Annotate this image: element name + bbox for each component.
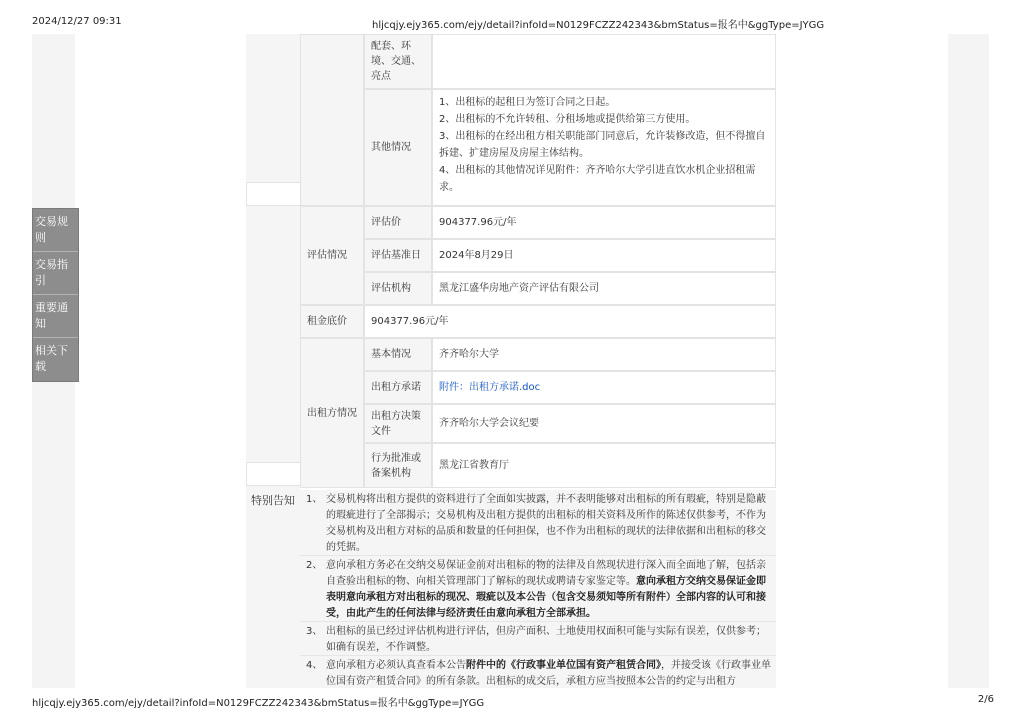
notice-text-part: 出租标的虽已经过评估机构进行评估，但房产面积、土地使用权面积可能与实际有误差，仅供参考；如确有误差，不作调整。 [326, 626, 766, 653]
lessor-basic-label: 基本情况 [364, 338, 432, 371]
reserve-price-label: 租金底价 [300, 305, 364, 338]
other-line: 2、出租标的不允许转租、分租场地或提供给第三方使用。 [439, 114, 696, 125]
facilities-value [432, 34, 776, 89]
appraisal-date-value: 2024年8月29日 [432, 239, 776, 272]
sidenav-trade-guide[interactable] [33, 252, 78, 295]
sidenav-trade-rules[interactable] [33, 209, 78, 252]
upper-group-cell [300, 34, 364, 206]
lessor-decision-label: 出租方决策文件 [364, 404, 432, 443]
notice-item [300, 556, 776, 622]
other-line: 4、出租标的其他情况详见附件：齐齐哈尔大学引进直饮水机企业招租需求。 [439, 165, 756, 193]
notice-text-part: 交易机构将出租方提供的资料进行了全面如实披露，并不表明能够对出租标的所有瑕疵，特别是隐蔽的瑕疵进行了全部揭示；交易机构及出租方提供的出租标的相关资料及所作的陈述仅供参考，不作为交易机构及出租方对标的品质和数量的任何担保，也不作为出租标的现状的法律依据和出租标的移交的凭据。 [326, 494, 766, 553]
notice-text-part: ，并接受该《行政事业单位国有资产租赁合同》的所有条款。出租标的成交后，承租方应当按照本公告的约定与出租方 [326, 660, 771, 687]
appraisal-agency-value: 黑龙江盛华房地产资产评估有限公司 [432, 272, 776, 305]
blank-cell [246, 462, 302, 486]
right-scroll-gutter [948, 34, 989, 688]
sidenav-label: 交易指引 [35, 258, 68, 287]
other-label: 其他情况 [364, 89, 432, 206]
print-url-header: hljcqjy.ejy365.com/ejy/detail?infoId=N0129FCZZ242343&bmStatus=报名中&ggType=JYGG [372, 20, 825, 31]
notice-item-text [326, 558, 772, 619]
notice-item-text [326, 658, 772, 688]
notice-text-bold: 附件中的《行政事业单位国有资产租赁合同》 [466, 660, 661, 671]
appraised-price-value: 904377.96元/年 [432, 206, 776, 239]
notice-item-number: 1、 [306, 494, 323, 505]
special-notice [246, 488, 776, 688]
notice-item-number: 3、 [306, 626, 323, 637]
sidenav-label: 交易规则 [35, 215, 68, 244]
notice-item [300, 656, 776, 688]
lessor-commitment-attachment-link[interactable]: 附件：出租方承诺.doc [439, 382, 541, 393]
lessor-commitment-cell [432, 371, 776, 404]
blank-cell [246, 182, 302, 206]
notice-item-text [326, 492, 772, 553]
section-label-column [246, 34, 300, 488]
print-url-footer: hljcqjy.ejy365.com/ejy/detail?infoId=N0129FCZZ242343&bmStatus=报名中&ggType=JYGG [32, 698, 485, 709]
sidenav-label: 重要通知 [35, 301, 68, 330]
notice-text-part: 意向承租方务必在交纳交易保证金前对出租标的物的法律及自然现状进行深入而全面地了解，包括亲自查验出租标的物、向相关管理部门了解标的现状或聘请专家鉴定等。 [326, 560, 766, 587]
approval-agency-label: 行为批准或备案机构 [364, 443, 432, 488]
lessor-basic-value: 齐齐哈尔大学 [432, 338, 776, 371]
notice-item [300, 622, 776, 656]
approval-agency-value: 黑龙江省教育厅 [432, 443, 776, 488]
other-value [432, 89, 776, 206]
page-number: 2/6 [977, 694, 994, 705]
appraisal-date-label: 评估基准日 [364, 239, 432, 272]
notice-text-part: 意向承租方必须认真查看本公告 [326, 660, 466, 671]
evaluation-label: 评估情况 [300, 206, 364, 305]
lessor-label: 出租方情况 [300, 338, 364, 488]
other-line: 1、出租标的起租日为签订合同之日起。 [439, 97, 616, 108]
print-datetime: 2024/12/27 09:31 [32, 16, 122, 27]
other-line: 3、出租标的在经出租方相关职能部门同意后，允许装修改造，但不得擅自拆建、扩建房屋及房屋主体结构。 [439, 131, 766, 159]
side-nav [32, 208, 79, 382]
sidenav-important-notice[interactable] [33, 295, 78, 338]
lessor-commitment-label: 出租方承诺 [364, 371, 432, 404]
sidenav-label: 相关下载 [35, 344, 68, 373]
notice-item-text [326, 624, 772, 653]
appraisal-agency-label: 评估机构 [364, 272, 432, 305]
notice-item [300, 490, 776, 556]
facilities-label: 配套、环境、交通、亮点 [364, 34, 432, 89]
notice-item-number: 4、 [306, 660, 323, 671]
detail-content [246, 34, 776, 688]
special-notice-label: 特别告知 [246, 488, 300, 688]
reserve-price-value: 904377.96元/年 [364, 305, 776, 338]
notice-item-number: 2、 [306, 560, 323, 571]
sidenav-downloads[interactable] [33, 338, 78, 381]
appraised-price-label: 评估价 [364, 206, 432, 239]
notice-text-bold: 意向承租方交纳交易保证金即表明意向承租方对出租标的现况、瑕疵以及本公告（包含交易须知等所有附件）全部内容的认可和接受，由此产生的任何法律与经济责任由意向承租方全部承担。 [326, 576, 766, 619]
lessor-decision-value: 齐齐哈尔大学会议纪要 [432, 404, 776, 443]
